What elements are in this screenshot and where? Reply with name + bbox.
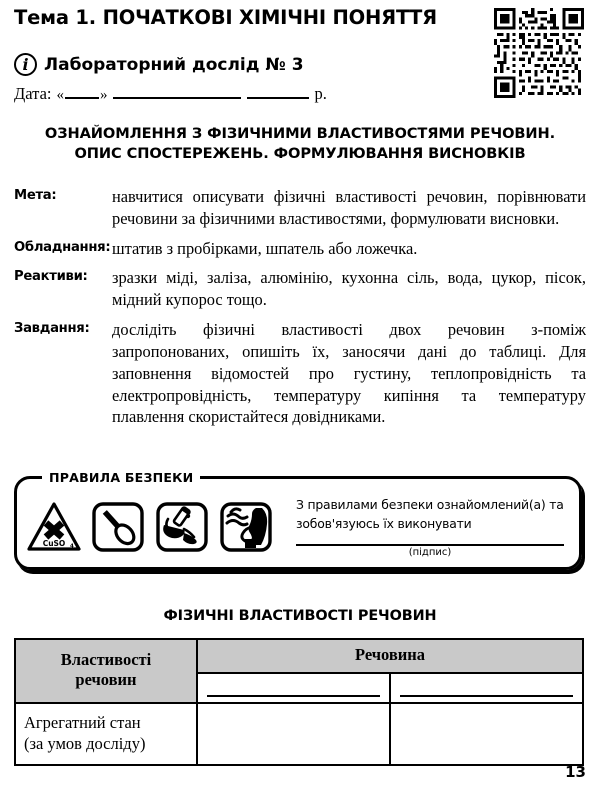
property-name-line-2: (за умов досліду) [24,733,146,753]
safety-statement-line-2: зобов'язуюсь їх виконувати [296,516,472,531]
page-number: 13 [565,763,586,781]
field-row-meta [14,186,586,230]
field-label-task: Завдання: [14,321,90,337]
quote-open: « [56,87,64,103]
work-title-line-1: ОЗНАЙОМЛЕННЯ З ФІЗИЧНИМИ ВЛАСТИВОСТЯМИ РЕЧОВИН. [44,125,556,142]
table-header-properties-line-2: речовин [75,670,137,690]
safety-icon-strip [26,499,274,555]
field-value-task: дослідіть фізичні властивості двох речовин з-поміж запропонованих, опишіть їх, заносячи дані до таблиці. Для заповнення відомостей про густину, теплопровідність та електропровідність, температуру кипіння та температуру плавлення скористайтеся довідниками. [112,320,586,427]
signature-caption: (підпис) [408,546,452,558]
spatula-icon [90,499,146,555]
signature-input[interactable] [296,544,564,546]
field-value-meta: навчитися описувати фізичні властивості речовин, порівнювати речовини за фізичними властивостями, формулювати висновки. [112,187,586,228]
safety-rules-box [14,470,582,570]
pouring-test-tube-icon [154,499,210,555]
date-day-input[interactable] [65,85,99,99]
field-row-task [14,319,586,428]
waft-odour-icon [218,499,274,555]
substance-1-input[interactable] [197,673,390,703]
safety-legend-label: ПРАВИЛА БЕЗПЕКИ [42,470,200,485]
table-title: ФІЗИЧНІ ВЛАСТИВОСТІ РЕЧОВИН [163,608,437,624]
work-title [0,124,600,163]
page-title: Тема 1. ПОЧАТКОВІ ХІМІЧНІ ПОНЯТТЯ [14,6,437,29]
date-year-input[interactable] [247,85,309,99]
hazard-triangle-cuso4-icon [26,499,82,555]
svg-text:4: 4 [70,543,74,550]
table-header-substance: Речовина [197,639,583,673]
property-value-1-input[interactable] [197,703,390,765]
safety-box-content [14,476,582,570]
field-row-equipment [14,238,586,260]
physical-properties-table [14,638,584,766]
table-header-properties [15,639,197,703]
date-label: Дата: [14,84,52,103]
year-suffix: р. [314,84,327,103]
field-label-equipment: Обладнання: [14,239,111,255]
table-row [15,703,583,765]
date-line [14,84,327,104]
info-icon: i [14,53,37,76]
field-value-equipment: штатив з пробірками, шпатель або ложечка. [112,238,418,258]
date-month-input[interactable] [113,85,241,99]
field-label-meta: Мета: [14,188,57,203]
qr-code-icon[interactable] [494,8,584,98]
safety-statement [296,496,570,557]
field-label-reagents: Реактиви: [14,269,88,285]
safety-statement-line-1: З правилами безпеки ознайомлений(а) та [296,497,564,513]
property-name-line-1: Агрегатний стан [24,712,141,732]
field-list [14,186,586,436]
substance-1-rule [207,695,380,697]
property-value-2-input[interactable] [390,703,583,765]
lab-title: Лабораторний дослід № 3 [44,54,304,75]
table-header-properties-line-1: Властивості [60,649,152,669]
property-name-cell [15,703,197,765]
quote-close: » [99,87,108,103]
table-header-row [15,639,583,673]
work-title-line-2: ОПИС СПОСТЕРЕЖЕНЬ. ФОРМУЛЮВАННЯ ВИСНОВКІВ [74,144,526,162]
substance-2-rule [400,695,573,697]
substance-2-input[interactable] [390,673,583,703]
field-value-reagents: зразки міді, заліза, алюмінію, кухонна сіль, вода, цукор, пісок, мідний купорос тощо. [112,268,586,310]
lab-experiment-heading [14,53,304,76]
field-row-reagents [14,267,586,311]
svg-text:CuSO: CuSO [42,539,66,548]
